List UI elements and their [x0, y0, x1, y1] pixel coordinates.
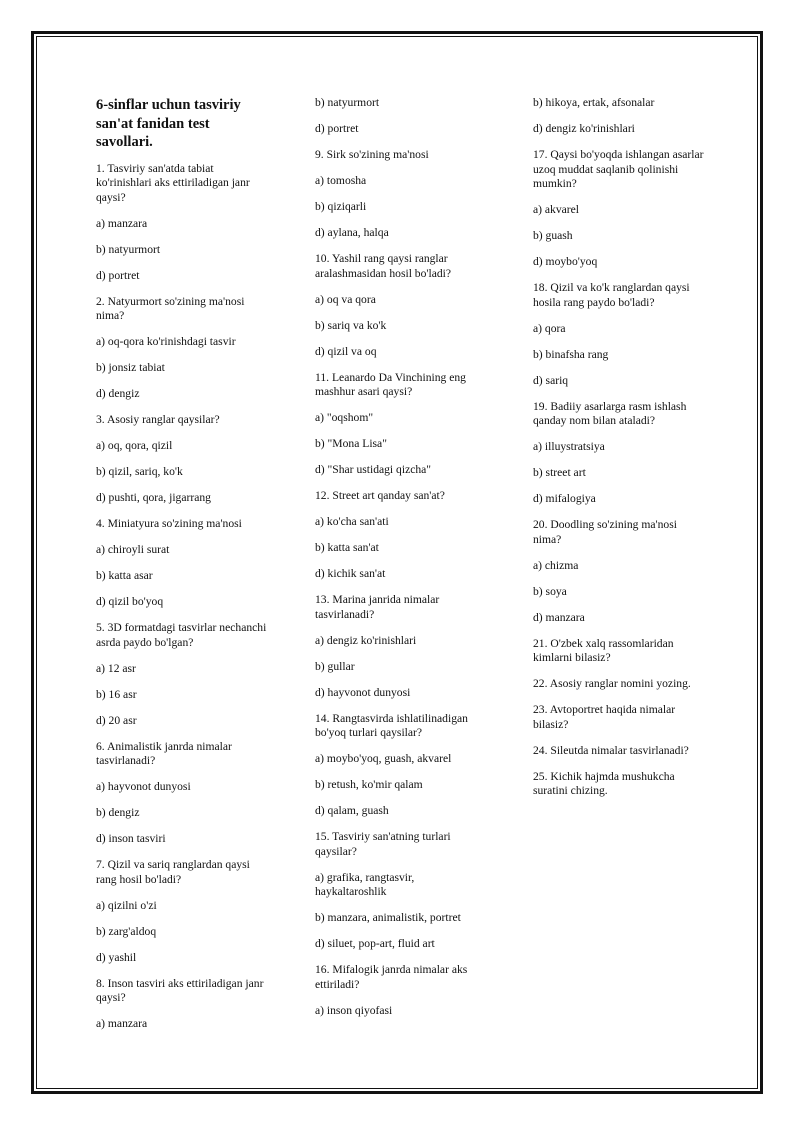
answer-option: b) manzara, animalistik, portret: [315, 911, 461, 924]
column-1: [96, 96, 268, 1043]
answer-option: d) manzara: [533, 610, 585, 624]
answer-option: a) grafika, rangtasvir, haykaltaroshlik: [315, 870, 415, 898]
answer-option: d) pushti, qora, jigarrang: [96, 491, 211, 504]
answer-option: b) guash: [533, 229, 573, 242]
answer-option: a) tomosha: [315, 174, 367, 187]
answer-option: a) manzara: [96, 1017, 148, 1030]
question-text: 18. Qizil va ko'k ranglardan qaysi hosila rang paydo bo'ladi?: [533, 281, 690, 309]
answer-option: d) inson tasviri: [96, 832, 166, 845]
column-2: [315, 96, 487, 1030]
answer-option: d) mifalogiya: [533, 492, 596, 505]
answer-option: b) retush, ko'mir qalam: [315, 778, 423, 791]
question-text: 21. O'zbek xalq rassomlaridan kimlarni bilasiz?: [533, 636, 674, 664]
answer-option: d) sariq: [533, 373, 569, 387]
answer-option: b) dengiz: [96, 806, 140, 819]
column-3: [533, 96, 705, 810]
answer-option: d) qizil bo'yoq: [96, 595, 164, 608]
answer-option: b) "Mona Lisa": [315, 437, 387, 450]
answer-option: d) qalam, guash: [315, 804, 389, 817]
answer-option: b) qiziqarli: [315, 200, 367, 213]
answer-option: d) 20 asr: [96, 713, 137, 727]
answer-option: b) street art: [533, 466, 586, 479]
question-text: 1. Tasviriy san'atda tabiat ko'rinishlari aks ettiriladigan janr qaysi?: [96, 161, 250, 204]
answer-option: a) qizilni o'zi: [96, 898, 157, 912]
question-text: 13. Marina janrida nimalar tasvirlanadi?: [315, 593, 440, 621]
answer-option: a) illuystratsiya: [533, 440, 605, 453]
answer-option: a) oq-qora ko'rinishdagi tasvir: [96, 335, 236, 348]
question-text: 23. Avtoportret haqida nimalar bilasiz?: [533, 703, 676, 731]
answer-option: b) natyurmort: [96, 242, 161, 256]
answer-option: b) qizil, sariq, ko'k: [96, 465, 183, 478]
answer-option: d) "Shar ustidagi qizcha": [315, 463, 432, 476]
question-text: 19. Badiiy asarlarga rasm ishlash qanday nom bilan ataladi?: [533, 399, 687, 427]
answer-option: a) qora: [533, 321, 566, 335]
answer-option: a) 12 asr: [96, 661, 136, 675]
answer-option: b) soya: [533, 584, 567, 598]
answer-option: b) jonsiz tabiat: [96, 361, 165, 374]
question-text: 14. Rangtasvirda ishlatilinadigan bo'yoq turlari qaysilar?: [315, 711, 468, 739]
question-text: 10. Yashil rang qaysi ranglar aralashmasidan hosil bo'ladi?: [315, 252, 452, 280]
answer-option: a) akvarel: [533, 203, 580, 216]
question-text: 20. Doodling so'zining ma'nosi nima?: [533, 518, 677, 546]
answer-option: d) aylana, halqa: [315, 226, 389, 239]
answer-option: b) katta san'at: [315, 541, 379, 554]
answer-option: b) 16 asr: [96, 687, 137, 701]
answer-option: b) sariq va ko'k: [315, 318, 387, 332]
answer-option: a) hayvonot dunyosi: [96, 780, 191, 793]
answer-option: b) gullar: [315, 659, 355, 673]
answer-option: d) portret: [96, 268, 140, 282]
answer-option: d) moybo'yoq: [533, 255, 598, 268]
answer-option: d) kichik san'at: [315, 567, 386, 580]
question-text: 7. Qizil va sariq ranglardan qaysi rang hosil bo'ladi?: [96, 858, 250, 886]
question-text: 11. Leanardo Da Vinchining eng mashhur asari qaysi?: [315, 370, 466, 398]
answer-option: d) dengiz: [96, 387, 140, 400]
answer-option: a) chizma: [533, 558, 579, 572]
answer-option: d) qizil va oq: [315, 344, 377, 358]
question-text: 6. Animalistik janrda nimalar tasvirlanadi?: [96, 739, 232, 767]
answer-option: a) inson qiyofasi: [315, 1003, 393, 1017]
answer-option: b) katta asar: [96, 569, 153, 582]
answer-option: d) yashil: [96, 950, 137, 964]
answer-option: a) ko'cha san'ati: [315, 515, 389, 528]
answer-option: b) natyurmort: [315, 96, 380, 109]
answer-option: b) hikoya, ertak, afsonalar: [533, 96, 655, 109]
answer-option: a) dengiz ko'rinishlari: [315, 633, 417, 647]
answer-option: b) binafsha rang: [533, 347, 609, 361]
answer-option: d) dengiz ko'rinishlari: [533, 122, 635, 135]
question-text: 8. Inson tasviri aks ettiriladigan janr qaysi?: [96, 976, 264, 1004]
answer-option: a) manzara: [96, 216, 148, 230]
answer-option: d) siluet, pop-art, fluid art: [315, 937, 435, 950]
question-text: 12. Street art qanday san'at?: [315, 489, 445, 502]
answer-option: a) oq, qora, qizil: [96, 439, 173, 452]
question-text: 4. Miniatyura so'zining ma'nosi: [96, 517, 242, 530]
question-text: 24. Sileutda nimalar tasvirlanadi?: [533, 743, 689, 757]
answer-option: b) zarg'aldoq: [96, 924, 157, 938]
answer-option: d) portret: [315, 122, 359, 135]
document-title: 6-sinflar uchun tasviriy san'at fanidan test savollari.: [96, 97, 241, 150]
question-text: 16. Mifalogik janrda nimalar aks ettiriladi?: [315, 963, 468, 991]
question-text: 15. Tasviriy san'atning turlari qaysilar?: [315, 830, 451, 858]
question-text: 25. Kichik hajmda mushukcha suratini chizing.: [533, 769, 675, 797]
question-text: 5. 3D formatdagi tasvirlar nechanchi asrda paydo bo'lgan?: [96, 621, 267, 649]
answer-option: a) moybo'yoq, guash, akvarel: [315, 752, 452, 765]
question-text: 22. Asosiy ranglar nomini yozing.: [533, 677, 691, 690]
answer-option: a) "oqshom": [315, 411, 374, 424]
question-text: 3. Asosiy ranglar qaysilar?: [96, 413, 220, 426]
question-text: 17. Qaysi bo'yoqda ishlangan asarlar uzoq muddat saqlanib qolinishi mumkin?: [533, 148, 704, 190]
answer-option: d) hayvonot dunyosi: [315, 685, 411, 699]
question-text: 2. Natyurmort so'zining ma'nosi nima?: [96, 294, 245, 322]
answer-option: a) chiroyli surat: [96, 543, 170, 556]
answer-option: a) oq va qora: [315, 292, 376, 306]
question-text: 9. Sirk so'zining ma'nosi: [315, 148, 429, 161]
